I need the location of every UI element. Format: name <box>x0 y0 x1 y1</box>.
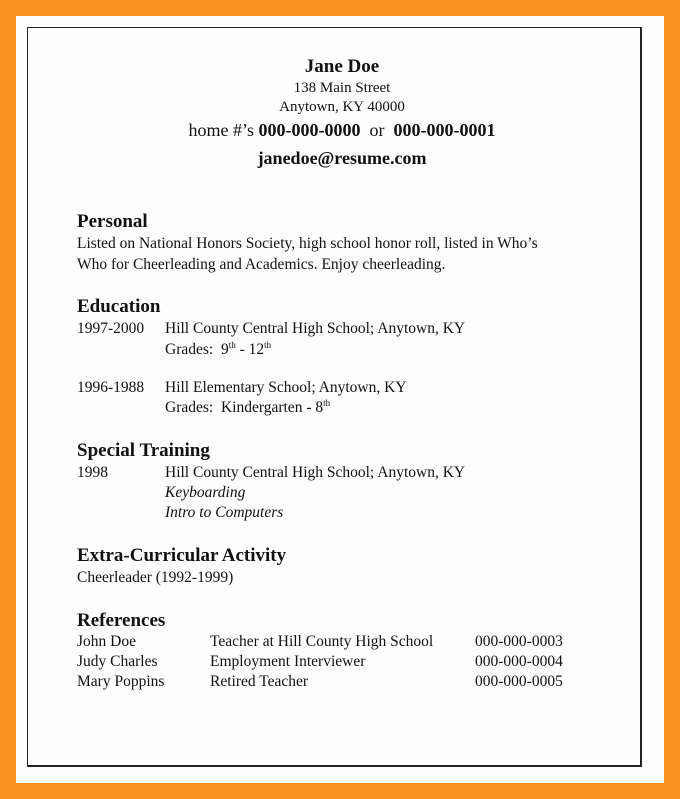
personal-line-2: Who for Cheerleading and Academics. Enjoy cheerleading. <box>77 256 446 273</box>
personal-line-1: Listed on National Honors Society, high school honor roll, listed in Who’s <box>77 235 538 252</box>
grade-to-sup: th <box>264 340 272 350</box>
training-year: 1998 <box>77 464 108 481</box>
reference-role: Teacher at Hill County High School <box>210 633 434 650</box>
grades-label: Grades: <box>165 341 214 358</box>
reference-phone: 000-000-0005 <box>475 673 563 690</box>
section-heading-extracurricular: Extra-Curricular Activity <box>77 545 287 566</box>
resume-name: Jane Doe <box>304 56 380 77</box>
grade-from: Kindergarten <box>220 399 303 416</box>
education-school-1: Hill County Central High School; Anytown, KY <box>165 320 466 337</box>
grade-dash: - <box>239 341 245 358</box>
reference-phone: 000-000-0003 <box>475 633 563 650</box>
education-school-2: Hill Elementary School; Anytown, KY <box>165 379 407 396</box>
education-grades-2 <box>165 399 330 417</box>
grade-to-sup: th <box>323 398 331 408</box>
section-heading-education: Education <box>77 296 161 317</box>
grade-from-sup: th <box>228 340 236 350</box>
reference-phone: 000-000-0004 <box>475 653 563 670</box>
education-years-2: 1996-1988 <box>77 379 145 396</box>
section-heading-personal: Personal <box>77 211 148 232</box>
grade-from: 9 <box>220 341 229 358</box>
grade-to: 8 <box>315 399 324 416</box>
section-heading-training: Special Training <box>77 440 210 461</box>
phone-primary: 000-000-0000 <box>258 120 361 140</box>
phone-or: or <box>369 120 385 140</box>
reference-name: Judy Charles <box>77 653 158 670</box>
reference-role: Employment Interviewer <box>210 653 366 670</box>
phone-secondary: 000-000-0001 <box>393 120 496 140</box>
street-address: 138 Main Street <box>293 80 391 96</box>
education-years-1: 1997-2000 <box>77 320 145 337</box>
grade-dash: - <box>306 399 312 416</box>
training-course-1: Keyboarding <box>165 484 246 501</box>
reference-role: Retired Teacher <box>210 673 309 690</box>
reference-name: Mary Poppins <box>77 673 165 690</box>
training-school: Hill County Central High School; Anytown, KY <box>165 464 466 481</box>
training-course-2: Intro to Computers <box>165 504 284 521</box>
city-state-zip: Anytown, KY 40000 <box>279 99 405 115</box>
grades-label: Grades: <box>165 399 214 416</box>
email-address: janedoe@resume.com <box>257 148 427 168</box>
section-heading-references: References <box>77 610 166 631</box>
reference-name: John Doe <box>77 633 136 650</box>
grade-to: 12 <box>248 341 265 358</box>
education-grades-1 <box>165 341 271 359</box>
extracurricular-line: Cheerleader (1992-1999) <box>77 569 234 586</box>
phone-prefix: home #’s <box>188 120 254 140</box>
phone-line <box>27 120 657 141</box>
